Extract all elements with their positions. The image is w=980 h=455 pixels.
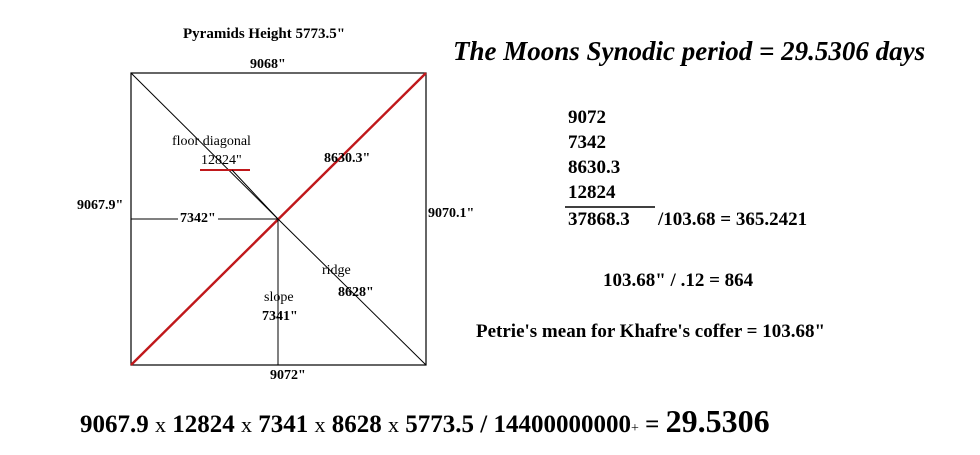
top-side-label: 9068" — [250, 57, 286, 72]
formula-term-4: 8628 — [331, 411, 382, 438]
main-formula — [80, 403, 770, 440]
formula-result: 29.5306 — [665, 403, 770, 439]
right-side-label: 9070.1" — [428, 206, 475, 221]
formula-times-2: x — [241, 412, 252, 437]
sum-value-1: 9072 — [568, 107, 606, 128]
sum-total: 37868.3 — [568, 209, 630, 230]
floor-diagonal-pointer — [232, 170, 278, 219]
sum-value-4: 12824 — [568, 182, 616, 203]
formula-times-1: x — [155, 412, 166, 437]
ridge-value: 8628" — [338, 285, 374, 300]
formula-times-3: x — [314, 412, 326, 437]
floor-diagonal-label: floor diagonal — [172, 134, 251, 149]
formula-plus: + — [630, 421, 639, 436]
formula-times-4: x — [388, 412, 399, 437]
formula-divisor: 14400000000 — [493, 411, 631, 438]
diagram-title: Pyramids Height 5773.5" — [183, 26, 346, 42]
bottom-side-label: 9072" — [270, 368, 306, 383]
formula-term-3: 7341 — [258, 411, 309, 438]
apothem-value: 7342" — [180, 211, 216, 226]
floor-diagonal-value: 12824" — [201, 153, 242, 168]
left-side-label: 9067.9" — [77, 198, 124, 213]
petrie-line: Petrie's mean for Khafre's coffer = 103.68" — [476, 321, 826, 342]
sum-value-3: 8630.3 — [568, 157, 621, 178]
ratio-line: 103.68" / .12 = 864 — [603, 270, 754, 291]
ridge-label: ridge — [322, 263, 351, 278]
synodic-headline: The Moons Synodic period = 29.5306 days — [453, 36, 926, 66]
formula-term-5: 5773.5 — [405, 411, 474, 438]
formula-equals: = — [645, 411, 660, 438]
formula-term-2: 12824 — [172, 411, 235, 438]
slope-label: slope — [264, 290, 294, 305]
slope-value: 7341" — [262, 309, 298, 324]
formula-term-1: 9067.9 — [80, 411, 149, 438]
formula-divide: / — [480, 411, 488, 438]
sum-division: /103.68 = 365.2421 — [658, 209, 808, 230]
sum-value-2: 7342 — [568, 132, 606, 153]
half-diagonal-value: 8630.3" — [324, 151, 371, 166]
